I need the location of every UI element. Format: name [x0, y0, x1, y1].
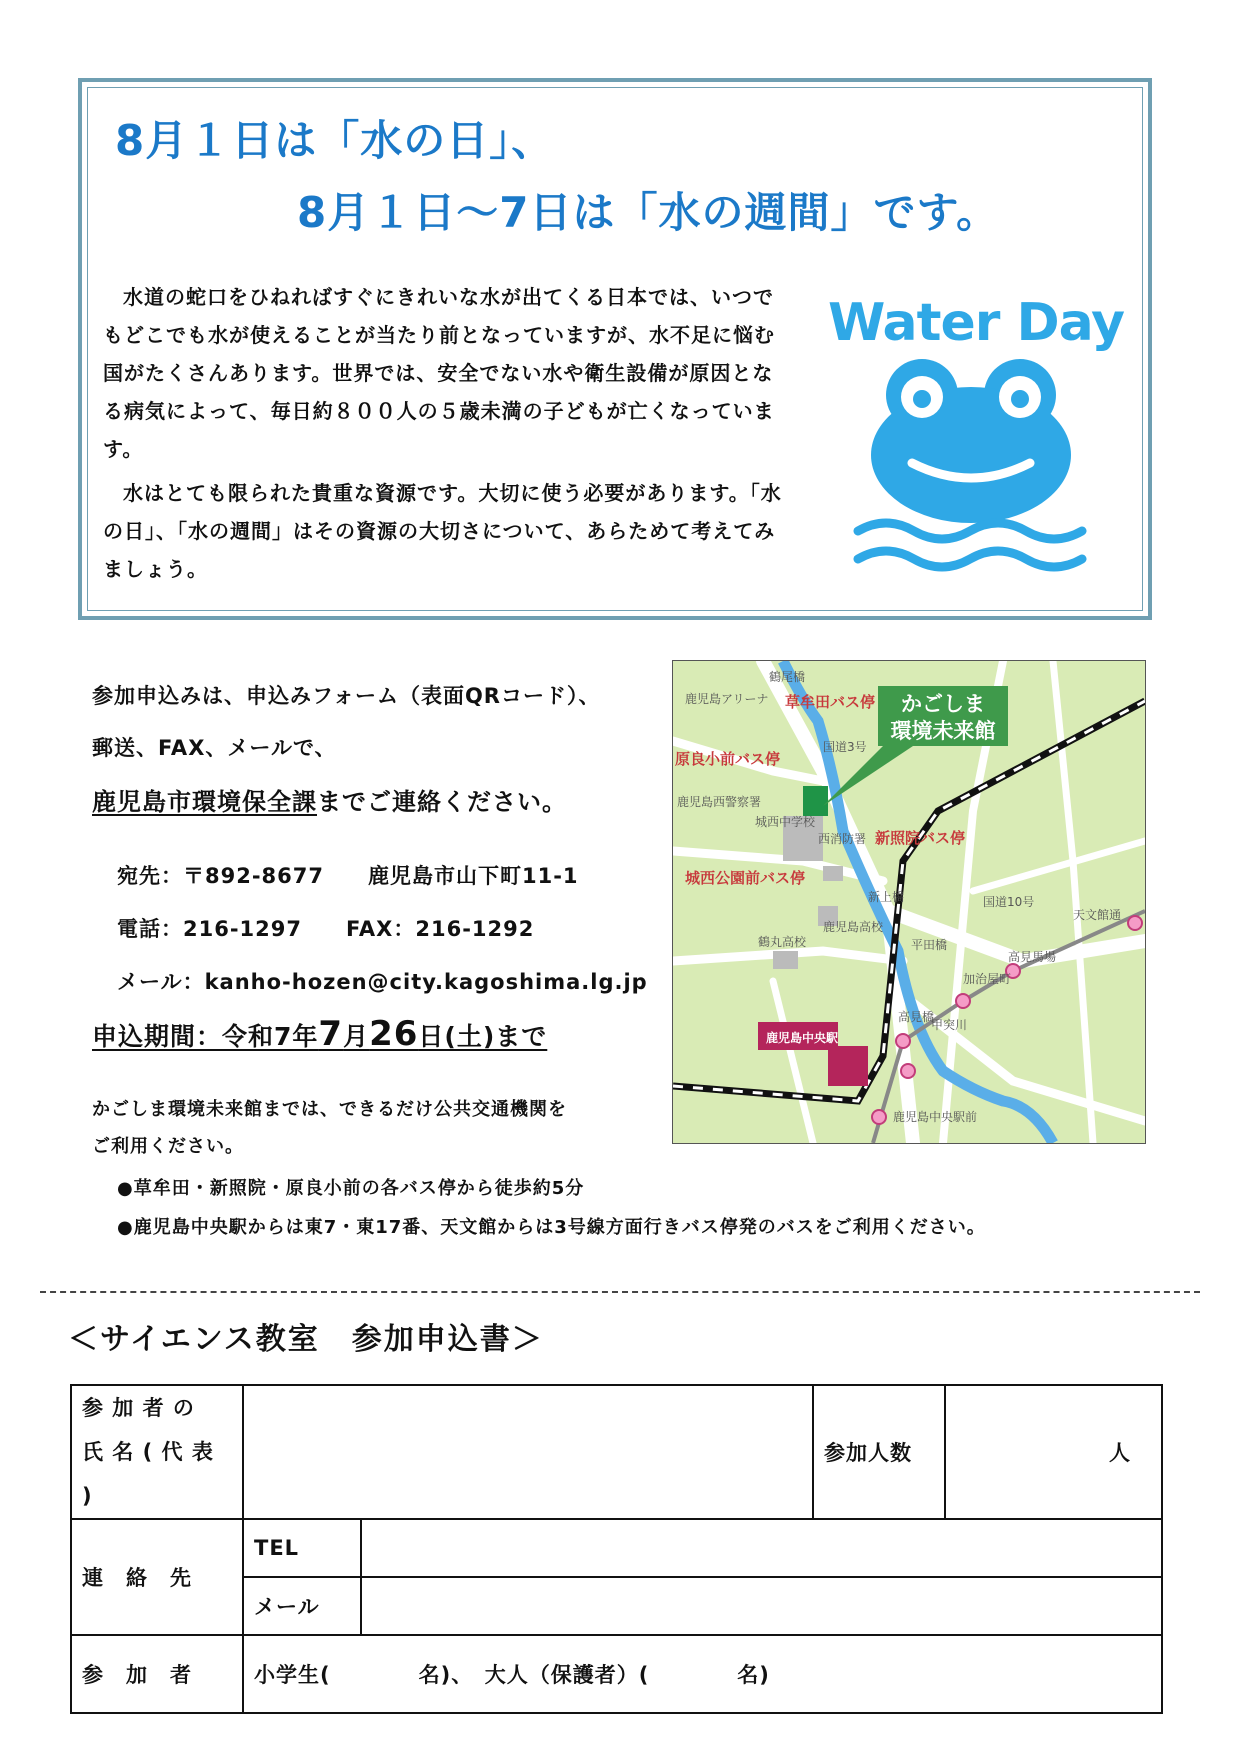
email-address: メール：kanho-hozen@city.kagoshima.lg.jp	[117, 970, 648, 994]
access-map	[672, 660, 1146, 1144]
apply-methods-line2: 郵送、FAX、メールで、	[92, 736, 337, 760]
participants-input[interactable]: 小学生( 名)、 大人（保護者）( 名)	[243, 1635, 1162, 1713]
venue-name-line1: かごしま	[901, 692, 985, 716]
transit-bullet-1: ●草牟田・新照院・原良小前の各バス停から徒歩約5分	[117, 1178, 585, 1199]
water-day-paragraph-2: 水はとても限られた貴重な資源です。大切に使う必要があります。「水の日」、「水の週間」はその資源の大切さについて、あらためて考えてみましょう。	[103, 481, 782, 581]
period-month-unit: 月	[343, 1022, 370, 1051]
name-label-line1: 参 加 者 の	[82, 1396, 195, 1420]
cut-line	[40, 1291, 1200, 1293]
map-label-arena: 鹿児島アリーナ	[685, 692, 769, 706]
venue-marker	[803, 786, 828, 816]
map-label-takamibaba: 高見馬場	[1008, 950, 1057, 964]
map-label-police: 鹿児島西警察署	[677, 795, 762, 809]
tel-label: TEL	[243, 1519, 361, 1577]
map-label-kotsuki: 甲突川	[931, 1018, 968, 1032]
count-label: 参加人数	[813, 1385, 945, 1519]
period-day: 26	[369, 1014, 419, 1054]
apply-methods-line1: 参加申込みは、申込みフォーム（表面QRコード）、	[92, 684, 601, 708]
map-label-chuo-station-mae: 鹿児島中央駅前	[893, 1110, 978, 1124]
transit-note-line2: ご利用ください。	[92, 1136, 244, 1157]
water-day-logo-text: Water Day	[828, 293, 1125, 353]
map-label-kokudo10: 国道10号	[983, 895, 1035, 909]
tel-input[interactable]	[361, 1519, 1162, 1577]
map-label-hirata-bridge: 平田橋	[911, 938, 948, 952]
name-label-cell	[71, 1385, 243, 1519]
transit-note-line1: かごしま環境未来館までは、できるだけ公共交通機関を	[92, 1099, 567, 1120]
application-form	[70, 1384, 1163, 1714]
map-label-tenmonkan: 天文館通	[1073, 908, 1122, 922]
count-unit: 人	[1109, 1441, 1131, 1465]
participants-label: 参 加 者	[71, 1635, 243, 1713]
contact-line	[92, 782, 567, 817]
venue-name-line2: 環境未来館	[890, 719, 996, 743]
map-label-shinshoin-bus: 新照院バス停	[875, 829, 966, 847]
map-label-harara-bus: 原良小前バス停	[675, 750, 781, 768]
transit-bullet-2: ●鹿児島中央駅からは東7・東17番、天文館からは3号線方面行きバス停発のバスをご利用ください。	[117, 1217, 986, 1238]
contact-suffix: までご連絡ください。	[317, 788, 567, 816]
map-label-chuo-station: 鹿児島中央駅	[766, 1031, 839, 1045]
period-rest: 日(土)まで	[418, 1022, 548, 1051]
name-input[interactable]	[243, 1385, 813, 1519]
tel-fax: 電話：216-1297 FAX：216-1292	[117, 917, 535, 941]
map-label-tsuruobashi: 鶴尾橋	[769, 670, 806, 684]
contact-label: 連 絡 先	[71, 1519, 243, 1635]
mail-label: メール	[243, 1577, 361, 1635]
period-month: 7	[318, 1014, 344, 1054]
map-label-shinkamibashi: 新上橋	[868, 890, 905, 904]
map-label-kagoshima-hs: 鹿児島高校	[823, 920, 884, 934]
map-label-tsurumaru-hs: 鶴丸高校	[758, 935, 807, 949]
count-input[interactable]	[945, 1385, 1162, 1519]
water-day-paragraph-1: 水道の蛇口をひねればすぐにきれいな水が出てくる日本では、いつでもどこでも水が使えることが当たり前となっていますが、水不足に悩む国がたくさんあります。世界では、安全でない水や衛生設備が原因となる病気によって、毎日約８００人の５歳未満の子どもが亡くなっています。	[103, 285, 775, 461]
map-label-kokudo3: 国道3号	[823, 740, 867, 754]
map-label-fire: 西消防署	[818, 832, 867, 846]
map-label-kajiyamachi: 加治屋町	[963, 972, 1012, 986]
address: 宛先：〒892-8677 鹿児島市山下町11-1	[117, 864, 579, 888]
water-day-title-line2: 8月１日～7日は「水の週間」です。	[297, 188, 1000, 237]
mail-input[interactable]	[361, 1577, 1162, 1635]
map-label-somuta-bus: 草牟田バス停	[785, 693, 876, 711]
water-day-title-line1: 8月１日は「水の日」、	[115, 116, 555, 165]
period-label: 申込期間：令和7年	[92, 1022, 319, 1051]
department-name: 鹿児島市環境保全課	[92, 788, 317, 816]
map-label-josai-park-bus: 城西公園前バス停	[685, 869, 806, 887]
form-title: ＜サイエンス教室 参加申込書＞	[68, 1322, 544, 1357]
map-label-takamibashi: 高見橋	[898, 1010, 935, 1024]
name-label-line2: 氏 名 ( 代 表 )	[82, 1440, 214, 1508]
application-period	[92, 1014, 547, 1054]
frog-logo-icon	[850, 355, 1110, 575]
map-label-josai-jhs: 城西中学校	[755, 815, 816, 829]
